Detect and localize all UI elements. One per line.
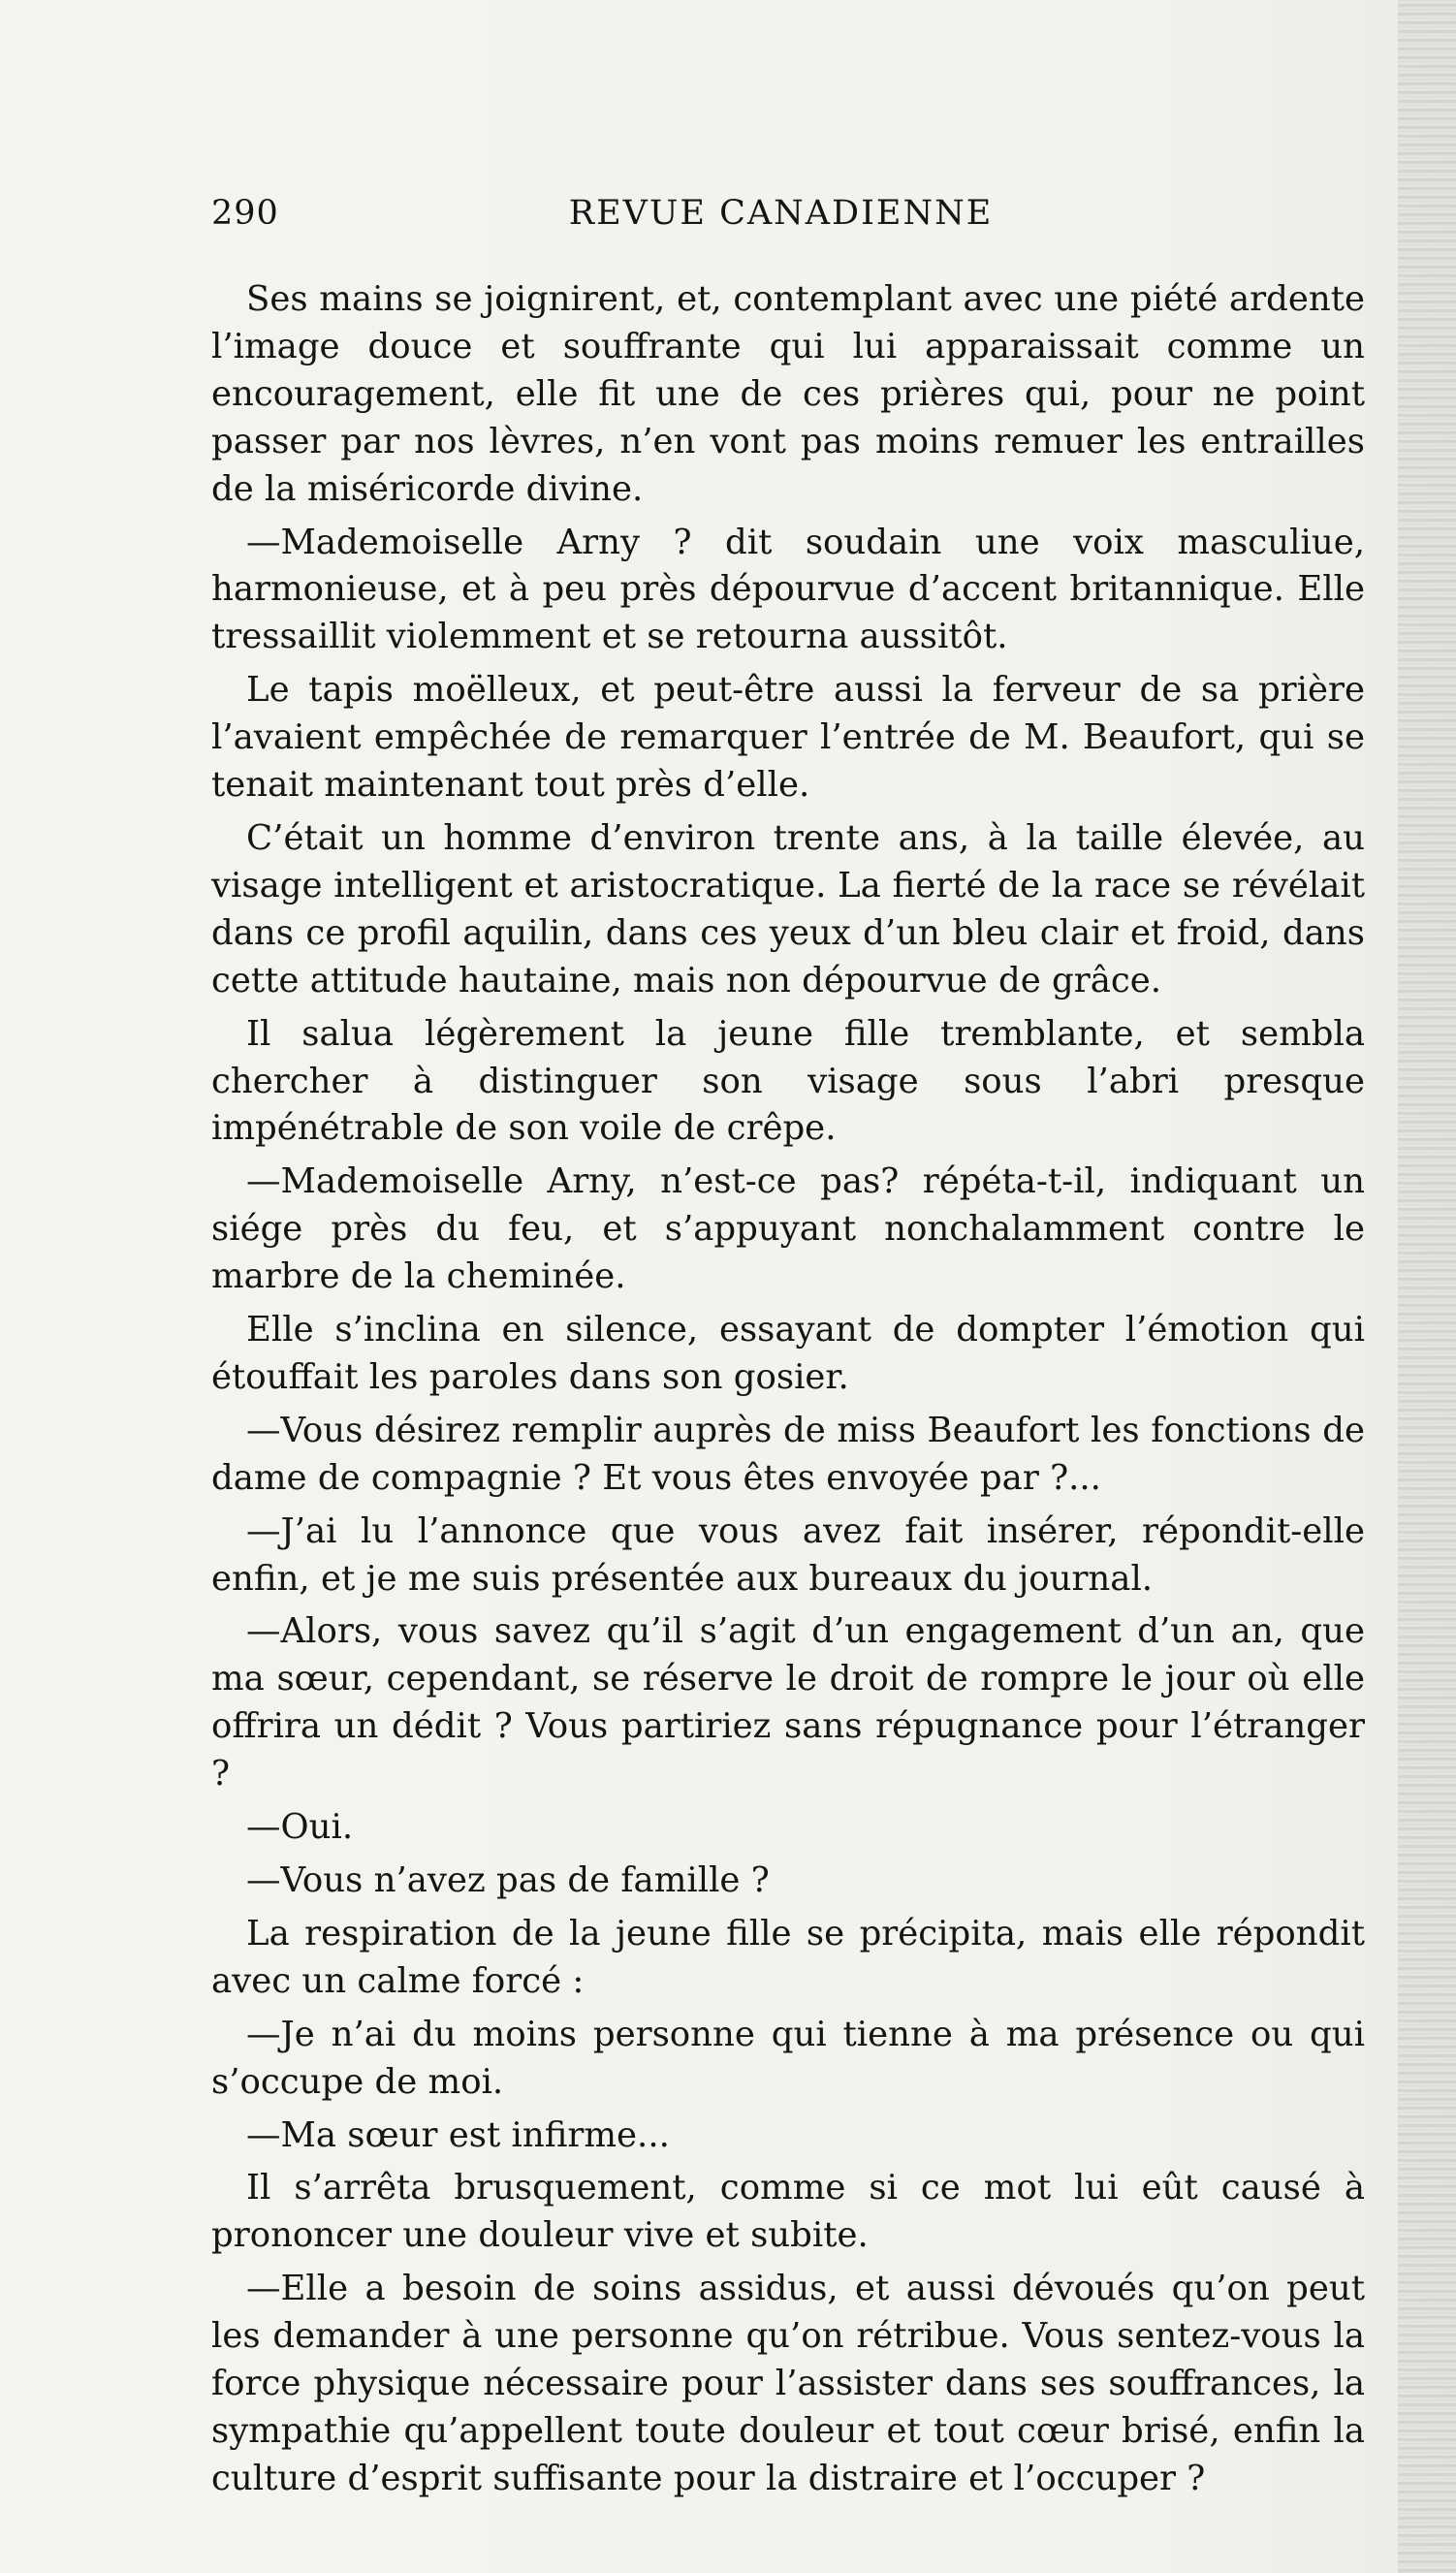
- paragraph: —Je n’ai du moins personne qui tienne à ma présence ou qui s’occupe de moi.: [211, 2014, 1365, 2102]
- paragraph: C’était un homme d’environ trente ans, à la taille élevée, au visage intelligent et aristocratique. La fierté de la race se révélait dans ce profil aquilin, dans ces yeux d’un bleu clair et froid, dans cette attitude hautaine, mais non dépourvue de grâce.: [211, 817, 1365, 1001]
- paragraph: —J’ai lu l’annonce que vous avez fait insérer, répondit-elle enfin, et je me suis présentée aux bureaux du journal.: [211, 1510, 1365, 1599]
- page-header: [211, 194, 1350, 252]
- page-edge-shadow: [1398, 0, 1456, 2573]
- running-title: REVUE CANADIENNE: [568, 194, 994, 233]
- paragraph: —Oui.: [246, 1807, 354, 1848]
- paragraph: —Mademoiselle Arny, n’est-ce pas? répéta-t-il, indiquant un siége près du feu, et s’appuyant nonchalamment contre le marbre de la cheminée.: [211, 1161, 1365, 1297]
- paragraph: Le tapis moëlleux, et peut-être aussi la ferveur de sa prière l’avaient empêchée de remarquer l’entrée de M. Beaufort, qui se tenait maintenant tout près d’elle.: [211, 670, 1365, 806]
- paragraph: La respiration de la jeune fille se précipita, mais elle répondit avec un calme forcé :: [211, 1913, 1365, 2001]
- paragraph: Il salua légèrement la jeune fille tremblante, et sembla chercher à distinguer son visage sous l’abri presque impénétrable de son voile de crêpe.: [211, 1013, 1365, 1149]
- paragraph: —Ma sœur est infirme...: [246, 2114, 670, 2155]
- paragraph: —Mademoiselle Arny ? dit soudain une voix masculiue, harmonieuse, et à peu près dépourvue d’accent britannique. Elle tressaillit violemment et se retourna aussitôt.: [211, 522, 1365, 657]
- body-text: [211, 276, 1365, 2503]
- paragraph: Elle s’inclina en silence, essayant de dompter l’émotion qui étouffait les paroles dans son gosier.: [211, 1310, 1365, 1397]
- page-number: 290: [211, 194, 279, 233]
- paragraph: —Elle a besoin de soins assidus, et aussi dévoués qu’on peut les demander à une personne qu’on rétribue. Vous sentez-vous la force physique nécessaire pour l’assister dans ses souffrances, la sympathie qu’appellent toute douleur et tout cœur brisé, enfin la culture d’esprit suffisante pour la distraire et l’occuper ?: [211, 2269, 1365, 2498]
- paragraph: —Vous désirez remplir auprès de miss Beaufort les fonctions de dame de compagnie ? Et vous êtes envoyée par ?...: [211, 1410, 1365, 1498]
- paragraph: —Alors, vous savez qu’il s’agit d’un engagement d’un an, que ma sœur, cependant, se réserve le droit de rompre le jour où elle offrira un dédit ? Vous partiriez sans répugnance pour l’étranger ?: [211, 1611, 1365, 1795]
- paragraph: —Vous n’avez pas de famille ?: [246, 1860, 770, 1900]
- paragraph: Ses mains se joignirent, et, contemplant avec une piété ardente l’image douce et souffrante qui lui apparaissait comme un encouragement, elle fit une de ces prières qui, pour ne point passer par nos lèvres, n’en vont pas moins remuer les entrailles de la miséricorde divine.: [211, 279, 1365, 509]
- paragraph: Il s’arrêta brusquement, comme si ce mot lui eût causé à prononcer une douleur vive et subite.: [211, 2168, 1365, 2256]
